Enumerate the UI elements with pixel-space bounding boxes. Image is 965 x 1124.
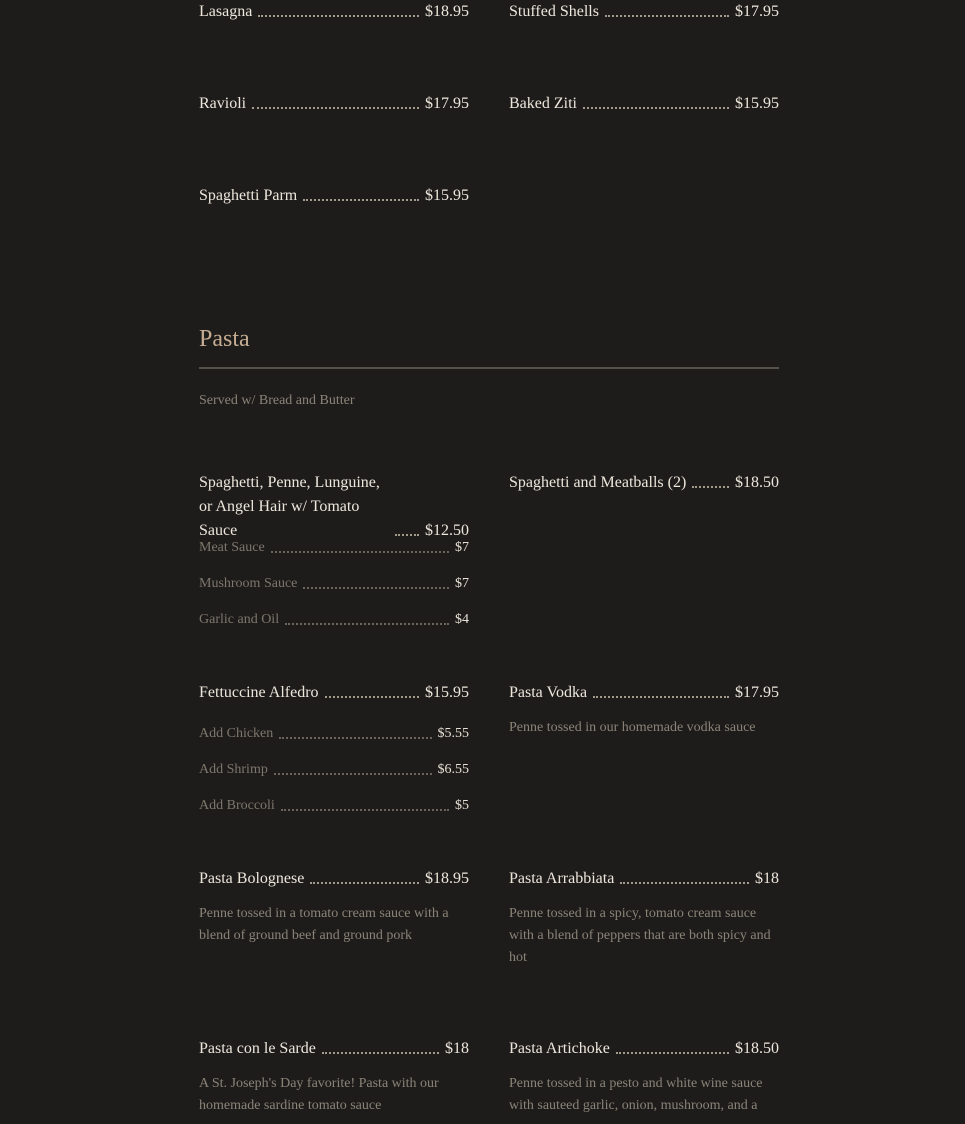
item-description: Penne tossed in a pesto and white wine sauce with sauteed garlic, onion, mushroom, and a — [509, 1076, 763, 1113]
menu-item-fettuccine-alfredo — [199, 681, 469, 705]
dot-leader — [285, 613, 449, 625]
item-price: $18 — [445, 1040, 469, 1057]
dot-leader — [252, 93, 419, 109]
item-name: Ravioli — [199, 95, 247, 112]
section-title: Pasta — [199, 326, 250, 352]
option-add-broccoli — [199, 796, 469, 816]
dot-leader — [322, 1038, 439, 1054]
item-price: $18 — [755, 870, 779, 887]
option-mushroom-sauce — [199, 574, 469, 594]
dot-leader — [303, 185, 419, 201]
dot-leader — [310, 868, 419, 884]
dot-leader — [271, 541, 449, 553]
item-price: $15.95 — [425, 684, 469, 701]
menu-item-spaghetti-meatballs — [509, 471, 779, 495]
menu-item-pasta-arrabbiata — [509, 867, 779, 969]
item-name: Pasta Artichoke — [509, 1040, 610, 1057]
dot-leader — [605, 1, 729, 17]
section-divider — [199, 367, 779, 369]
dot-leader — [279, 727, 431, 739]
dot-leader — [258, 1, 419, 17]
item-price: $18.50 — [735, 474, 779, 491]
item-name: Pasta Arrabbiata — [509, 870, 615, 887]
menu-item-pasta-artichoke — [509, 1037, 779, 1117]
item-name: Spaghetti Parm — [199, 187, 298, 204]
item-name: Lasagna — [199, 3, 253, 20]
item-name: Fettuccine Alfedro — [199, 684, 319, 701]
menu-item-stuffed-shells — [509, 0, 779, 24]
menu-item-pasta-tomato-sauce — [199, 471, 469, 543]
section-note: Served w/ Bread and Butter — [199, 393, 355, 408]
item-price: $18.95 — [425, 870, 469, 887]
option-garlic-oil — [199, 610, 469, 630]
option-name: Meat Sauce — [199, 540, 265, 555]
dot-leader — [281, 799, 449, 811]
dot-leader — [593, 682, 729, 698]
option-price: $7 — [455, 576, 469, 591]
option-meat-sauce — [199, 538, 469, 558]
option-add-chicken — [199, 724, 469, 744]
item-description: A St. Joseph's Day favorite! Pasta with our homemade sardine tomato sauce — [199, 1076, 439, 1113]
menu-item-spaghetti-parm — [199, 184, 469, 208]
option-name: Mushroom Sauce — [199, 576, 298, 591]
item-price: $12.50 — [425, 522, 469, 539]
item-price: $18.95 — [425, 3, 469, 20]
menu-item-lasagna — [199, 0, 469, 24]
item-price: $18.50 — [735, 1040, 779, 1057]
item-description: Penne tossed in a tomato cream sauce with a blend of ground beef and ground pork — [199, 906, 449, 943]
menu-item-pasta-con-le-sarde — [199, 1037, 469, 1117]
dot-leader — [303, 577, 449, 589]
dot-leader — [583, 93, 729, 109]
option-price: $5 — [455, 798, 469, 813]
menu-item-pasta-bolognese — [199, 867, 469, 947]
option-name: Add Chicken — [199, 726, 274, 741]
option-price: $7 — [455, 540, 469, 555]
dot-leader — [395, 520, 419, 536]
item-name: Spaghetti, Penne, Lunguine, or Angel Hair w/ Tomato Sauce — [199, 474, 380, 539]
menu-item-baked-ziti — [509, 92, 779, 116]
dot-leader — [325, 682, 419, 698]
item-price: $17.95 — [735, 684, 779, 701]
item-price: $17.95 — [735, 3, 779, 20]
option-name: Garlic and Oil — [199, 612, 280, 627]
option-price: $6.55 — [437, 762, 469, 777]
item-name: Pasta Vodka — [509, 684, 588, 701]
menu-item-pasta-vodka — [509, 681, 779, 739]
dot-leader — [692, 472, 729, 488]
dot-leader — [274, 763, 432, 775]
item-description: Penne tossed in our homemade vodka sauce — [509, 720, 756, 735]
item-description: Penne tossed in a spicy, tomato cream sauce with a blend of peppers that are both spicy and hot — [509, 906, 771, 965]
item-name: Pasta Bolognese — [199, 870, 305, 887]
item-price: $15.95 — [425, 187, 469, 204]
item-name: Spaghetti and Meatballs (2) — [509, 474, 687, 491]
option-name: Add Shrimp — [199, 762, 268, 777]
item-name: Stuffed Shells — [509, 3, 599, 20]
item-price: $15.95 — [735, 95, 779, 112]
dot-leader — [616, 1038, 729, 1054]
option-price: $5.55 — [437, 726, 469, 741]
dot-leader — [620, 868, 749, 884]
item-name: Pasta con le Sarde — [199, 1040, 316, 1057]
option-price: $4 — [455, 612, 469, 627]
item-name: Baked Ziti — [509, 95, 577, 112]
menu-item-ravioli — [199, 92, 469, 116]
item-price: $17.95 — [425, 95, 469, 112]
option-name: Add Broccoli — [199, 798, 275, 813]
option-add-shrimp — [199, 760, 469, 780]
